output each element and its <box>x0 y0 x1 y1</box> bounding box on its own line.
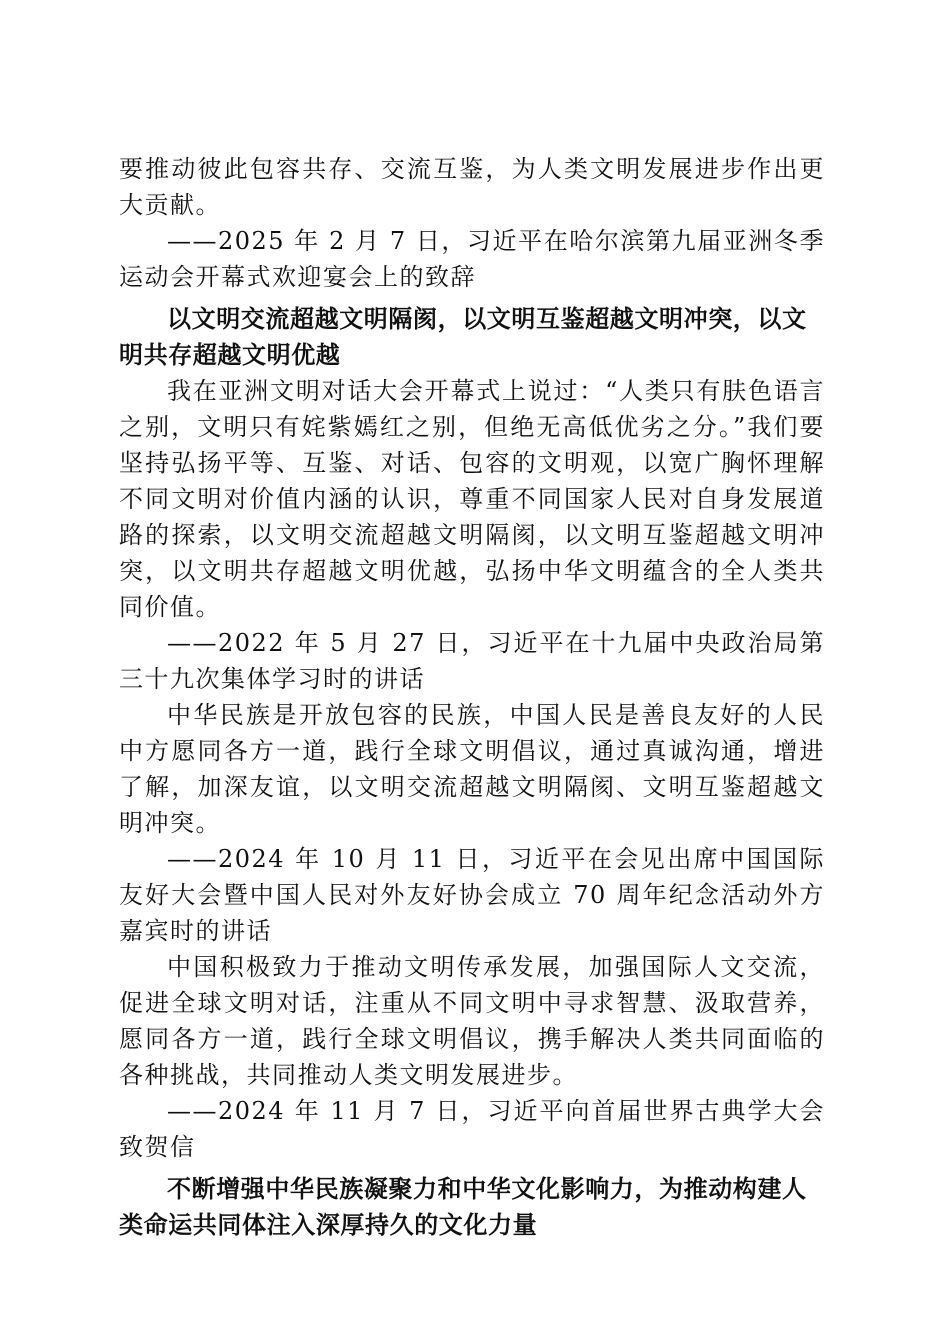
body-paragraph: 中国积极致力于推动文明传承发展，加强国际人文交流，促进全球文明对话，注重从不同文明中寻求智慧、汲取营养，愿同各方一道，践行全球文明倡议，携手解决人类共同面临的各种挑战，共同推动人类文明发展进步。 <box>119 953 825 1089</box>
document-body <box>119 151 825 1243</box>
body-paragraph: 我在亚洲文明对话大会开幕式上说过：“人类只有肤色语言之别，文明只有姹紫嫣红之别，但绝无高低优劣之分。”我们要坚持弘扬平等、互鉴、对话、包容的文明观，以宽广胸怀理解不同文明对价值内涵的认识，尊重不同国家人民对自身发展道路的探索，以文明交流超越文明隔阂，以文明互鉴超越文明冲突，以文明共存超越文明优越，弘扬中华文明蕴含的全人类共同价值。 <box>119 377 825 621</box>
quote-source: ——2024 年 10 月 11 日，习近平在会见出席中国国际友好大会暨中国人民对外友好协会成立 70 周年纪念活动外方嘉宾时的讲话 <box>119 845 825 945</box>
quote-source: ——2022 年 5 月 27 日，习近平在十九届中央政治局第三十九次集体学习时的讲话 <box>119 629 825 693</box>
quote-source: ——2025 年 2 月 7 日，习近平在哈尔滨第九届亚洲冬季运动会开幕式欢迎宴会上的致辞 <box>119 227 825 291</box>
body-paragraph: 中华民族是开放包容的民族，中国人民是善良友好的人民中方愿同各方一道，践行全球文明倡议，通过真诚沟通，增进了解，加深友谊，以文明交流超越文明隔阂、文明互鉴超越文明冲突。 <box>119 701 825 837</box>
body-paragraph-continued: 要推动彼此包容共存、交流互鉴，为人类文明发展进步作出更大贡献。 <box>119 155 825 219</box>
quote-source: ——2024 年 11 月 7 日，习近平向首届世界古典学大会致贺信 <box>119 1097 825 1161</box>
section-heading: 以文明交流超越文明隔阂，以文明互鉴超越文明冲突，以文明共存超越文明优越 <box>119 305 807 369</box>
section-heading: 不断增强中华民族凝聚力和中华文化影响力，为推动构建人类命运共同体注入深厚持久的文化力量 <box>119 1175 807 1239</box>
